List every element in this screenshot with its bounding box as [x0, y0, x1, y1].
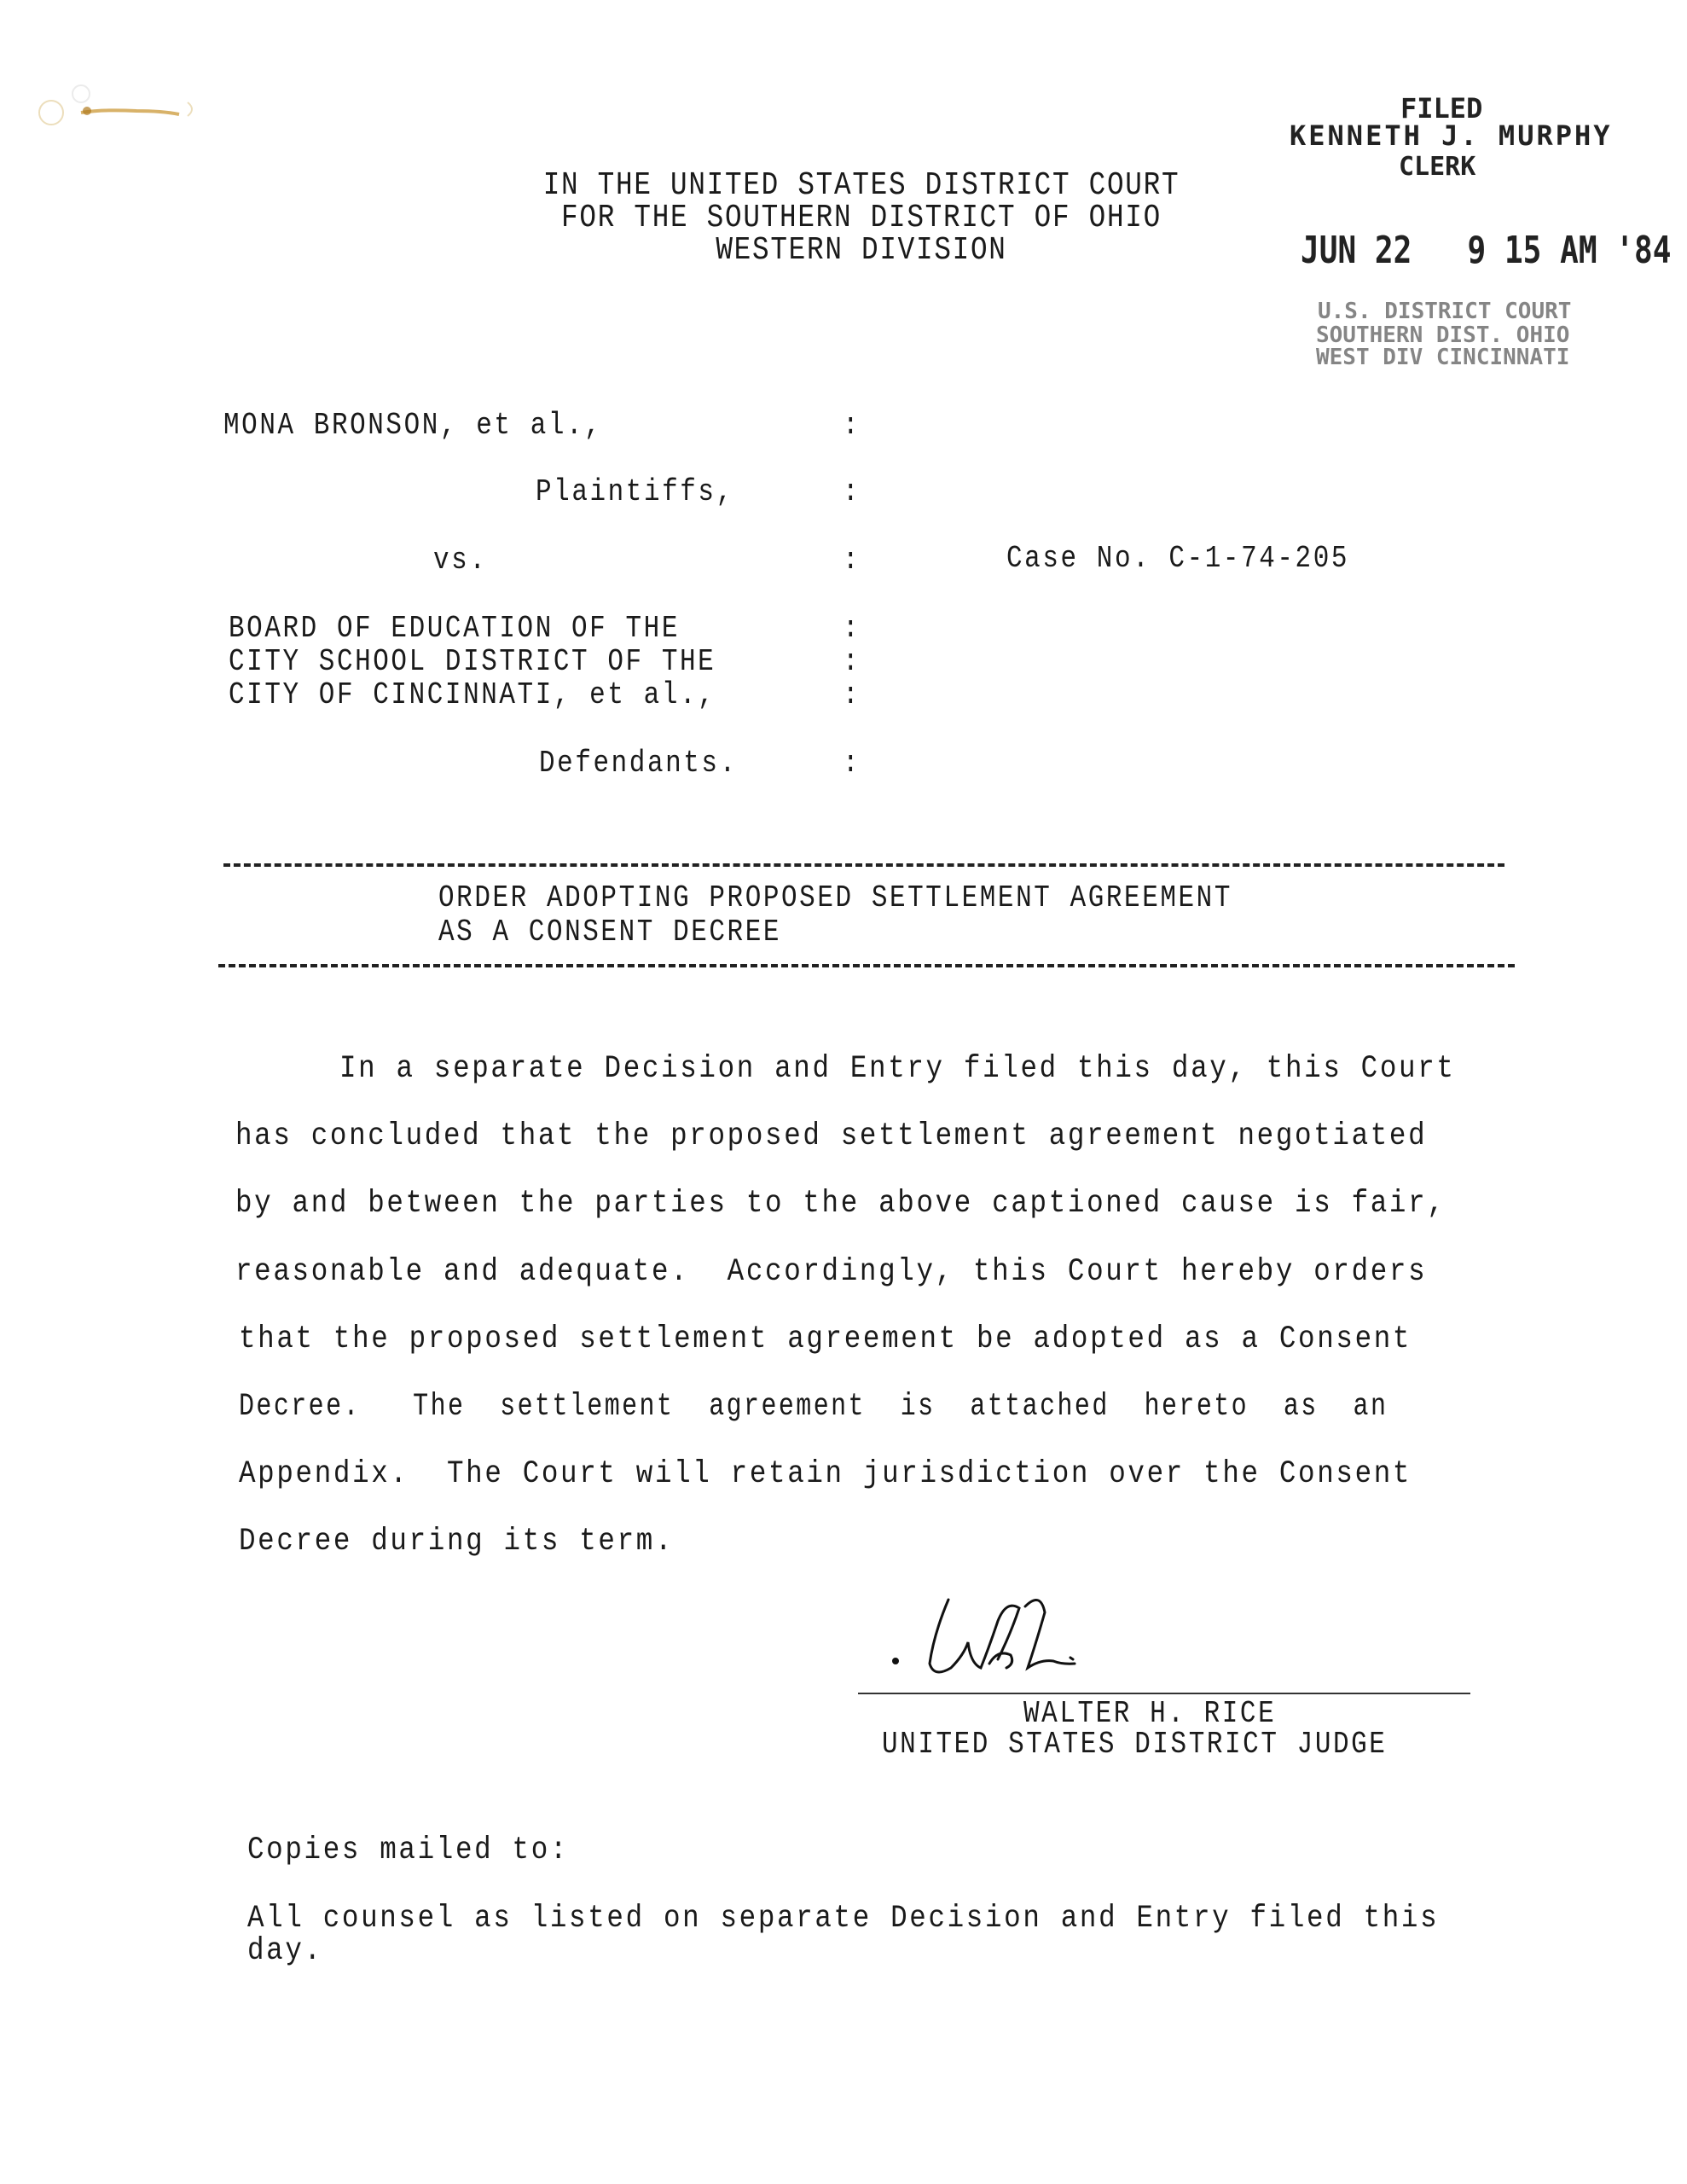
copies-line-1: All counsel as listed on separate Decision and Entry filed this [247, 1901, 1440, 1937]
body-line-1: In a separate Decision and Entry filed this day, this Court [339, 1051, 1456, 1087]
defendants-label: Defendants. [539, 746, 738, 781]
stamp-clerk: CLERK [1399, 152, 1476, 182]
signature-line [858, 1693, 1470, 1694]
copies-line-2: day. [247, 1933, 323, 1969]
body-line-8: Decree during its term. [239, 1524, 675, 1560]
defendant-line-1: BOARD OF EDUCATION OF THE [229, 611, 680, 646]
court-heading-line3: WESTERN DIVISION [716, 232, 1007, 269]
colon-6: : [843, 677, 861, 712]
judge-name: WALTER H. RICE [1023, 1696, 1277, 1731]
stamp-clerk-name: KENNETH J. MURPHY [1290, 119, 1613, 152]
colon-7: : [843, 746, 861, 781]
stamp-filed: FILED [1400, 92, 1483, 125]
judge-title: UNITED STATES DISTRICT JUDGE [882, 1727, 1388, 1762]
body-line-7: Appendix. The Court will retain jurisdiction over the Consent [239, 1456, 1412, 1492]
stamp-court-line2: SOUTHERN DIST. OHIO [1316, 322, 1570, 348]
body-line-6: Decree. The settlement agreement is attached hereto as an [239, 1389, 1388, 1425]
colon-1: : [843, 408, 861, 443]
body-line-2: has concluded that the proposed settlement agreement negotiated [235, 1118, 1428, 1154]
plaintiff-name: MONA BRONSON, et al., [223, 408, 603, 443]
court-heading-line2: FOR THE SOUTHERN DISTRICT OF OHIO [561, 200, 1162, 236]
order-title-line2: AS A CONSENT DECREE [438, 915, 782, 950]
plaintiffs-label: Plaintiffs, [536, 474, 734, 509]
order-title-line1: ORDER ADOPTING PROPOSED SETTLEMENT AGREEMENT [438, 880, 1233, 915]
stamp-datetime: JUN 22 9 15 AM '84 [1301, 229, 1672, 272]
paper-stain [34, 77, 205, 128]
court-heading-line1: IN THE UNITED STATES DISTRICT COURT [542, 167, 1180, 204]
body-line-3: by and between the parties to the above captioned cause is fair, [235, 1186, 1446, 1222]
stamp-court-line1: U.S. DISTRICT COURT [1318, 299, 1572, 324]
colon-3: : [843, 543, 861, 578]
defendant-line-2: CITY SCHOOL DISTRICT OF THE [229, 644, 716, 679]
body-line-4: reasonable and adequate. Accordingly, this Court hereby orders [235, 1254, 1428, 1290]
colon-2: : [843, 474, 861, 509]
judge-signature [870, 1583, 1160, 1693]
stamp-court-line3: WEST DIV CINCINNATI [1316, 345, 1570, 370]
dashed-rule-top [223, 863, 1504, 867]
case-number: Case No. C-1-74-205 [1006, 541, 1350, 576]
colon-4: : [843, 611, 861, 646]
defendant-line-3: CITY OF CINCINNATI, et al., [229, 677, 716, 712]
dashed-rule-bottom [218, 964, 1515, 967]
copies-heading: Copies mailed to: [247, 1833, 570, 1868]
body-line-5: that the proposed settlement agreement be adopted as a Consent [239, 1321, 1412, 1357]
versus-label: vs. [433, 543, 488, 578]
colon-5: : [843, 644, 861, 679]
